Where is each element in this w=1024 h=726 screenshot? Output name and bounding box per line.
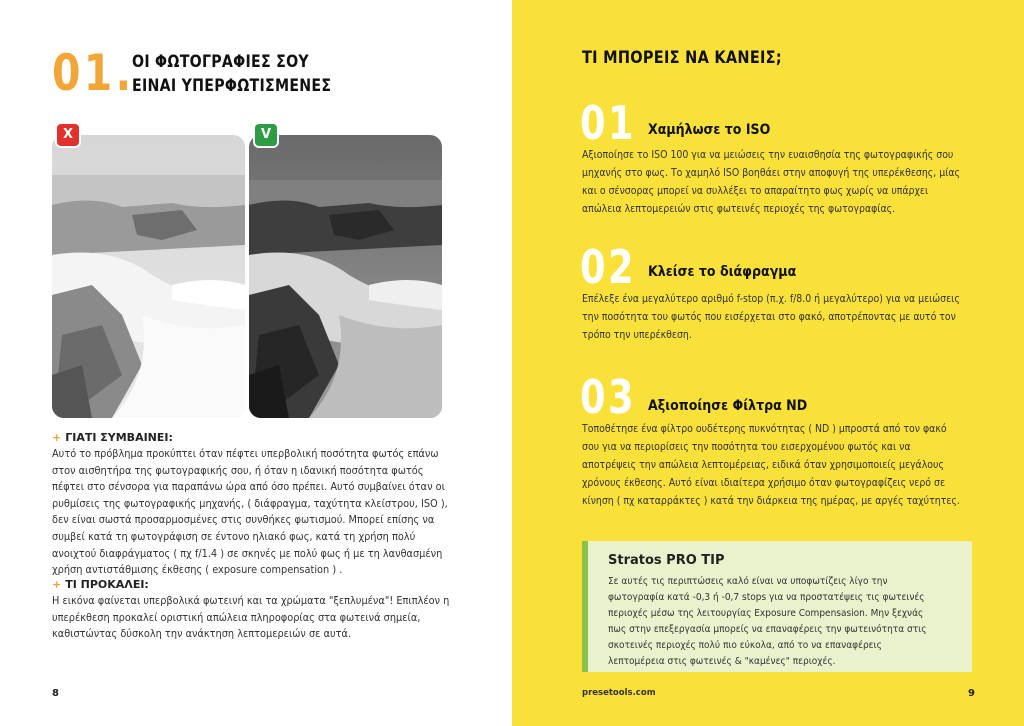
- text-line: χρόνους έκθεσης. Αυτό είναι ιδιαίτερα χρήσιμο όταν φωτογραφίζεις νερό σε: [582, 478, 946, 489]
- correct-exposure-photo: [249, 135, 442, 418]
- step-text: [582, 291, 968, 345]
- text-line: απώλεια λεπτομερειών στις φωτεινές περιοχές της φωτογραφίας.: [582, 204, 896, 215]
- footer-website-link[interactable]: presetools.com: [582, 688, 656, 698]
- pro-tip-title: Stratos PRO TIP: [608, 553, 725, 568]
- plus-icon: +: [52, 431, 62, 444]
- step-title: Αξιοποίησε Φίλτρα ND: [648, 398, 808, 414]
- chapter-header: [52, 44, 364, 102]
- text-line: συμβεί κατά τη φωτογράφιση σε έντονο ηλιακό φως, κατά τη χρήση πολύ: [52, 530, 416, 543]
- text-line: την ποσότητα του φωτός που εισέρχεται στο φακό, αποτρέποντας με αυτό τον: [582, 312, 956, 323]
- text-line: Η εικόνα φαίνεται υπερβολικά φωτεινή και τα χρώματα "ξεπλυμένα"! Επιπλέον η: [52, 595, 450, 607]
- page-number-right: 9: [968, 688, 975, 699]
- step-text: [582, 147, 968, 219]
- causes-heading: [52, 578, 149, 591]
- text-line: μηχανής στο φως. Το χαμηλό ISO βοηθάει στην αποφυγή της υπερέκθεσης, μίας: [582, 168, 961, 179]
- text-line: πέφτει στο σένσορα για παραπάνω ώρα από όσο πρέπει. Αυτό συμβαίνει όταν οι: [52, 481, 445, 494]
- wrong-badge-icon: X: [57, 124, 79, 146]
- chapter-title-line1: ΟΙ ΦΩΤΟΓΡΑΦΙΕΣ ΣΟΥ: [132, 52, 309, 71]
- text-line: Τοποθέτησε ένα φίλτρο ουδέτερης πυκνότητας ( ND ) μπροστά από τον φακό: [582, 424, 947, 435]
- right-page-title: ΤΙ ΜΠΟΡΕΙΣ ΝΑ ΚΑΝΕΙΣ;: [582, 48, 782, 67]
- text-line: πως στην επεξεργασία μπορείς να επαναφέρεις την φωτεινότητα στις: [608, 624, 927, 635]
- text-line: λεπτομέρεια στις φωτεινές & "καμένες" περιοχές.: [608, 656, 836, 667]
- step-text: [582, 421, 968, 511]
- causes-paragraph: [52, 593, 452, 643]
- pro-tip-text: [608, 574, 968, 670]
- text-line: φωτογραφία κατά -0,3 ή -0,7 stops για να προστατέψεις τις φωτεινές: [608, 592, 925, 603]
- step-number: 02: [580, 240, 637, 294]
- text-line: Επέλεξε ένα μεγαλύτερο αριθμό f-stop (π.χ. f/8.0 ή μεγαλύτερο) για να μειώσεις: [582, 294, 960, 305]
- step-number: 01: [580, 96, 637, 150]
- text-line: Αξιοποίησε το ISO 100 για να μειώσεις την ευαισθησία της φωτογραφικής σου: [582, 150, 954, 161]
- plus-icon: +: [52, 578, 62, 591]
- text-line: ανοιχτού διαφράγματος ( πχ f/1.4 ) σε σκηνές με πολύ φως ή με τη λανθασμένη: [52, 547, 443, 560]
- correct-badge-icon: V: [255, 124, 277, 146]
- text-line: καθιστώντας δύσκολη την ανάκτηση λεπτομερειών σε αυτά.: [52, 628, 352, 641]
- text-line: υπερέκθεση προκαλεί οριστική απώλεια πληροφορίας στα φωτεινά σημεία,: [52, 611, 421, 624]
- why-heading-text: ΓΙΑΤΙ ΣΥΜΒΑΙΝΕΙ:: [65, 431, 173, 444]
- text-line: και ο σένσορας μπορεί να συλλέξει το απαραίτητο φως χωρίς να υπάρχει: [582, 186, 929, 197]
- pro-tip-box: [582, 541, 972, 672]
- text-line: τρόπο την υπερέκθεση.: [582, 330, 692, 341]
- causes-heading-text: ΤΙ ΠΡΟΚΑΛΕΙ:: [65, 578, 149, 591]
- step-number: 03: [580, 370, 637, 424]
- chapter-title-line2: ΕΙΝΑΙ ΥΠΕΡΦΩΤΙΣΜΕΝΕΣ: [132, 76, 332, 95]
- step-title: Κλείσε το διάφραγμα: [648, 264, 797, 280]
- step-title: Χαμήλωσε το ISO: [648, 122, 771, 138]
- why-heading: [52, 431, 173, 444]
- overexposed-photo: [52, 135, 245, 418]
- text-line: στον αισθητήρα της φωτογραφικής σου, ή όταν η ιδανική ποσότητα φωτός: [52, 464, 424, 477]
- text-line: δεν είναι σωστά προσαρμοσμένες στις συνθήκες φωτισμού. Μπορεί επίσης να: [52, 514, 435, 527]
- chapter-number: 01.: [52, 44, 135, 102]
- why-paragraph: [52, 446, 452, 579]
- text-line: αποτρέψεις την απώλεια λεπτομέρειας, ειδικά όταν χρησιμοποιείς μεγάλους: [582, 460, 944, 471]
- chapter-title: [132, 50, 331, 98]
- text-line: σου για να περιορίσεις την ποσότητα του εισερχομένου φωτός και να: [582, 442, 911, 453]
- page-number-left: 8: [52, 688, 59, 699]
- text-line: ρυθμίσεις της φωτογραφικής μηχανής, ( διάφραγμα, ταχύτητα κλείστρου, ISO ),: [52, 497, 448, 510]
- text-line: χρήση αντιστάθμισης έκθεσης ( exposure compensation ) .: [52, 564, 343, 577]
- text-line: Αυτό το πρόβλημα προκύπτει όταν πέφτει υπερβολική ποσότητα φωτός επάνω: [52, 448, 439, 460]
- text-line: σκοτεινές περιοχές πολύ πιο εύκολα, από το να επαναφέρεις: [608, 640, 882, 651]
- text-line: κίνηση ( πχ καταρράκτες ) κατά την διάρκεια της ημέρας, με αργές ταχύτητες.: [582, 496, 960, 507]
- text-line: Σε αυτές τις περιπτώσεις καλό είναι να υποφωτίζεις λίγο την: [608, 576, 888, 587]
- text-line: περιοχές μέσω της λειτουργίας Exposure Compensasion. Μην ξεχνάς: [608, 608, 924, 619]
